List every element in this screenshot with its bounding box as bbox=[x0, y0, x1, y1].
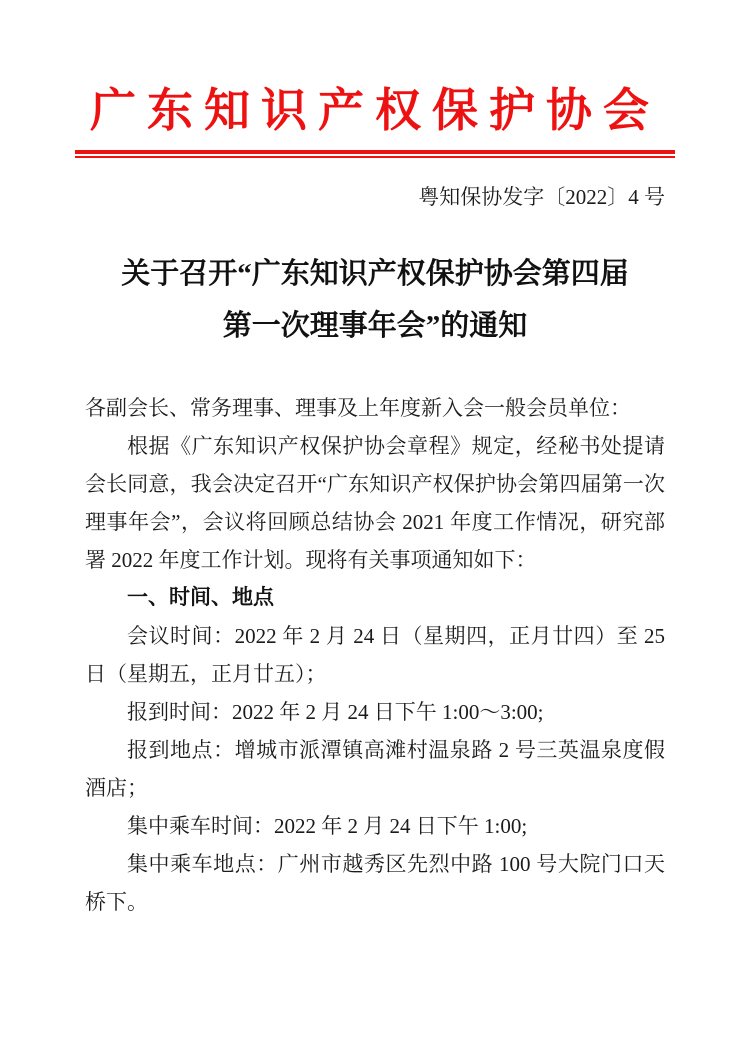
body-paragraph: 集中乘车时间：2022 年 2 月 24 日下午 1:00; bbox=[127, 814, 528, 838]
document-reference-number: 粤知保协发字〔2022〕4 号 bbox=[418, 185, 665, 209]
section-heading: 一、时间、地点 bbox=[127, 586, 274, 609]
body-paragraph: 会议时间：2022 年 2 月 24 日（星期四，正月廿四）至 25 日（星期五，正月廿五）； bbox=[85, 624, 665, 686]
body-paragraph: 各副会长、常务理事、理事及上年度新入会一般会员单位： bbox=[85, 396, 631, 420]
notice-title-line2: 第一次理事年会”的通知 bbox=[222, 310, 528, 342]
letterhead-org-name: 广东知识产权保护协会 bbox=[90, 85, 660, 136]
body-paragraph: 报到时间：2022 年 2 月 24 日下午 1:00～3:00; bbox=[127, 700, 544, 724]
body-paragraph: 根据《广东知识产权保护协会章程》规定，经秘书处提请会长同意，我会决定召开“广东知识产权保护协会第四届第一次理事年会”，会议将回顾总结协会 2021 年度工作情况，研究部署 2022 年度工作计划。现将有关事项通知如下： bbox=[85, 434, 665, 572]
notice-title bbox=[0, 248, 750, 352]
body-paragraph: 报到地点：增城市派潭镇高滩村温泉路 2 号三英温泉度假酒店； bbox=[85, 738, 665, 800]
divider-thin-line bbox=[75, 156, 675, 158]
notice-title-line1: 关于召开“广东知识产权保护协会第四届 bbox=[121, 258, 629, 290]
body-paragraph: 集中乘车地点：广州市越秀区先烈中路 100 号大院门口天桥下。 bbox=[85, 852, 665, 914]
divider-thick-line bbox=[75, 150, 675, 154]
letterhead-divider bbox=[75, 150, 675, 158]
document-body bbox=[85, 389, 665, 921]
